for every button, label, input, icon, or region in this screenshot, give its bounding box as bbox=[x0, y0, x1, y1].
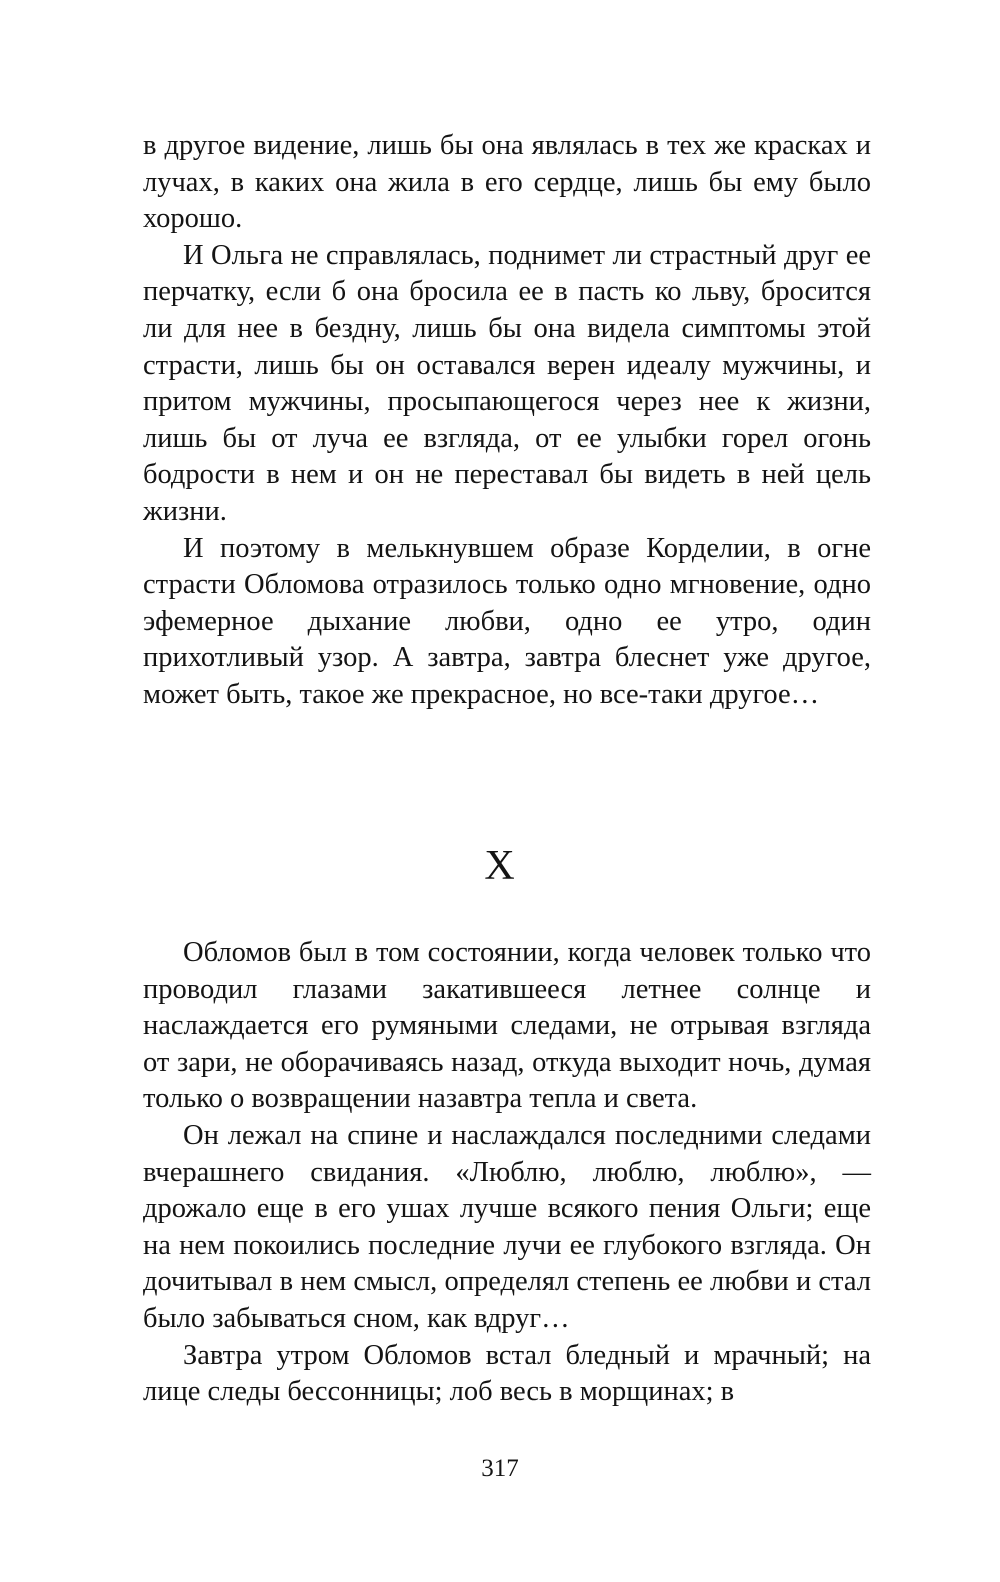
paragraph: Завтра утром Обломов встал бледный и мрачный; на лице следы бессонницы; лоб весь в морщинах; в bbox=[143, 1339, 871, 1408]
paragraph: И Ольга не справлялась, поднимет ли страстный друг ее перчатку, если б она бросила ее в пасть ко льву, бросится ли для нее в бездну, лишь бы она видела симптомы этой страсти, лишь бы он оставался верен идеалу мужчины, и притом мужчины, просыпающегося через нее к жизни, лишь бы от луча ее взгляда, от ее улыбки горел огонь бодрости в нем и он не переставал бы видеть в ней цель жизни. bbox=[143, 239, 871, 527]
paragraph: Он лежал на спине и наслаждался последними следами вчерашнего свидания. «Люблю, люблю, люблю», — дрожало еще в его ушах лучше всякого пения Ольги; еще на нем покоились последние лучи ее глубокого взгляда. Он дочитывал в нем смысл, определял степень ее любви и стал было забываться сном, как вдруг… bbox=[143, 1119, 871, 1334]
paragraph: И поэтому в мелькнувшем образе Корделии, в огне страсти Обломова отразилось только одно мгновение, одно эфемерное дыхание любви, одно ее утро, один прихотливый узор. А завтра, завтра блеснет уже другое, может быть, такое же прекрасное, но все-таки другое… bbox=[143, 532, 871, 710]
paragraph-continuation: в другое видение, лишь бы она являлась в тех же красках и лучах, в каких она жила в его сердце, лишь бы ему было хорошо. bbox=[143, 130, 871, 235]
text-section-bottom bbox=[143, 935, 871, 1411]
text-section-top bbox=[143, 128, 871, 714]
page-number: 317 bbox=[481, 1455, 519, 1482]
chapter-title: X bbox=[484, 843, 516, 889]
paragraph: Обломов был в том состоянии, когда человек только что проводил глазами закатившееся летнее солнце и наслаждается его румяными следами, не отрывая взгляда от зари, не оборачиваясь назад, откуда выходит ночь, думая только о возвращении назавтра тепла и света. bbox=[143, 937, 871, 1115]
